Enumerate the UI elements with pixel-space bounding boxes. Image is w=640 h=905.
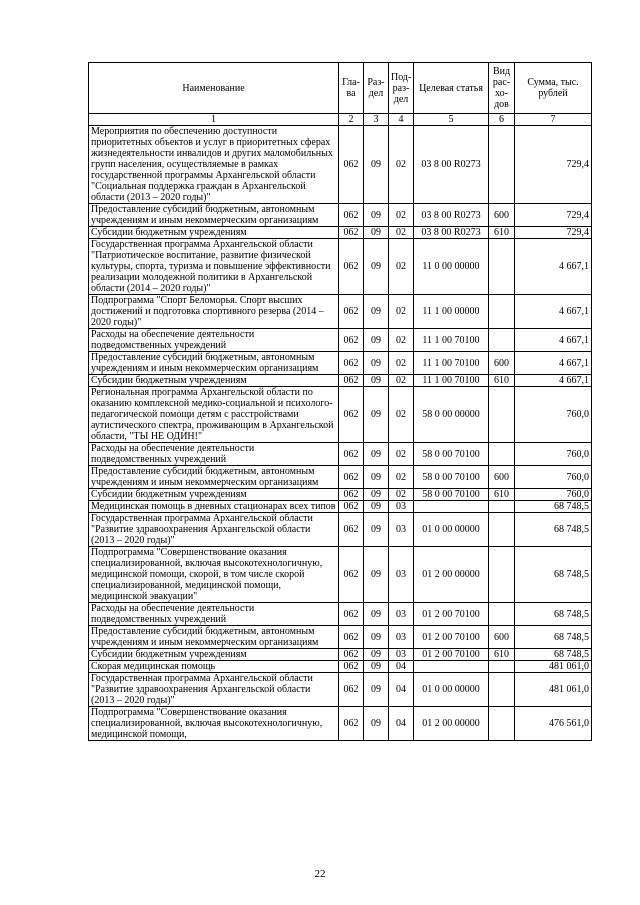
column-number: 4 (389, 114, 414, 126)
column-number: 3 (364, 114, 389, 126)
row-sum: 4 667,1 (515, 375, 592, 387)
header-podrazdel: Под-раз-дел (389, 63, 414, 114)
row-name: Мероприятия по обеспечению доступности приоритетных объектов и услуг в приоритетных сферах жизнедеятельности инвалидов и других маломобильных групп населения, осуществляемые в рамках государственной программы Архангельской области "Социальная поддержка граждан в Архангельской области (2013 – 2020 годы)" (89, 126, 339, 204)
row-name: Подпрограмма "Спорт Беломорья. Спорт высших достижений и подготовка спортивного резерва (2014 – 2020 годы)" (89, 295, 339, 329)
column-number-row (89, 114, 592, 126)
row-sum: 68 748,5 (515, 501, 592, 513)
row-razdel: 09 (364, 513, 389, 547)
row-sum: 68 748,5 (515, 513, 592, 547)
row-vid: 610 (489, 375, 515, 387)
row-podrazdel: 03 (389, 501, 414, 513)
row-name: Субсидии бюджетным учреждениям (89, 375, 339, 387)
header-glava: Гла-ва (339, 63, 364, 114)
row-podrazdel: 02 (389, 489, 414, 501)
row-vid: 610 (489, 227, 515, 239)
row-name: Субсидии бюджетным учреждениям (89, 227, 339, 239)
row-glava: 062 (339, 513, 364, 547)
row-razdel: 09 (364, 673, 389, 707)
row-target: 11 1 00 70100 (414, 352, 489, 375)
row-glava: 062 (339, 352, 364, 375)
row-name: Медицинская помощь в дневных стационарах всех типов (89, 501, 339, 513)
row-name: Субсидии бюджетным учреждениям (89, 649, 339, 661)
row-podrazdel: 02 (389, 204, 414, 227)
row-razdel: 09 (364, 126, 389, 204)
table-row (89, 603, 592, 626)
row-vid (489, 513, 515, 547)
table-row (89, 375, 592, 387)
row-target: 01 2 00 70100 (414, 649, 489, 661)
header-vid: Вид рас-хо-дов (489, 63, 515, 114)
row-sum: 4 667,1 (515, 239, 592, 295)
row-sum: 4 667,1 (515, 295, 592, 329)
row-podrazdel: 02 (389, 227, 414, 239)
row-name: Субсидии бюджетным учреждениям (89, 489, 339, 501)
row-razdel: 09 (364, 626, 389, 649)
row-sum: 729,4 (515, 204, 592, 227)
row-glava: 062 (339, 547, 364, 603)
row-podrazdel: 02 (389, 126, 414, 204)
row-razdel: 09 (364, 707, 389, 741)
table-body (89, 126, 592, 741)
table-row (89, 239, 592, 295)
row-sum: 68 748,5 (515, 626, 592, 649)
row-vid: 610 (489, 489, 515, 501)
row-vid (489, 329, 515, 352)
row-glava: 062 (339, 227, 364, 239)
row-vid (489, 239, 515, 295)
row-sum: 729,4 (515, 227, 592, 239)
row-glava: 062 (339, 443, 364, 466)
table-row (89, 329, 592, 352)
row-razdel: 09 (364, 661, 389, 673)
row-name: Государственная программа Архангельской области "Развитие здравоохранения Архангельской области (2013 – 2020 годы)" (89, 513, 339, 547)
table-row (89, 626, 592, 649)
row-target: 03 8 00 R0273 (414, 204, 489, 227)
column-number: 6 (489, 114, 515, 126)
row-sum: 729,4 (515, 126, 592, 204)
row-razdel: 09 (364, 204, 389, 227)
header-row (89, 63, 592, 114)
table-row (89, 227, 592, 239)
row-podrazdel: 04 (389, 707, 414, 741)
row-vid: 600 (489, 626, 515, 649)
row-target: 58 0 00 70100 (414, 466, 489, 489)
row-glava: 062 (339, 673, 364, 707)
row-razdel: 09 (364, 387, 389, 443)
row-target: 11 1 00 70100 (414, 329, 489, 352)
row-sum: 760,0 (515, 466, 592, 489)
row-vid (489, 501, 515, 513)
row-name: Подпрограмма "Совершенствование оказания специализированной, включая высокотехнологичную, медицинской помощи, (89, 707, 339, 741)
row-vid: 600 (489, 204, 515, 227)
table-row (89, 513, 592, 547)
row-podrazdel: 02 (389, 443, 414, 466)
column-number: 1 (89, 114, 339, 126)
row-target: 03 8 00 R0273 (414, 126, 489, 204)
row-razdel: 09 (364, 547, 389, 603)
row-name: Расходы на обеспечение деятельности подведомственных учреждений (89, 329, 339, 352)
row-target: 11 1 00 00000 (414, 295, 489, 329)
row-target: 03 8 00 R0273 (414, 227, 489, 239)
row-target (414, 661, 489, 673)
row-glava: 062 (339, 204, 364, 227)
row-vid (489, 387, 515, 443)
table-row (89, 387, 592, 443)
row-podrazdel: 03 (389, 513, 414, 547)
row-vid (489, 547, 515, 603)
header-name: Наименование (89, 63, 339, 114)
table-row (89, 489, 592, 501)
budget-table (88, 62, 592, 741)
row-podrazdel: 03 (389, 626, 414, 649)
row-glava: 062 (339, 649, 364, 661)
row-name: Региональная программа Архангельской области по оказанию комплексной медико-социальной и психолого-педагогической помощи детям с расстройствами аутистического спектра, проживающим в Архангельской области, "ТЫ НЕ ОДИН!" (89, 387, 339, 443)
row-razdel: 09 (364, 443, 389, 466)
row-name: Государственная программа Архангельской области "Развитие здравоохранения Архангельской области (2013 – 2020 годы)" (89, 673, 339, 707)
row-target: 01 2 00 00000 (414, 707, 489, 741)
table-row (89, 295, 592, 329)
row-vid (489, 707, 515, 741)
row-podrazdel: 02 (389, 295, 414, 329)
row-glava: 062 (339, 239, 364, 295)
row-podrazdel: 02 (389, 387, 414, 443)
row-vid: 610 (489, 649, 515, 661)
row-razdel: 09 (364, 501, 389, 513)
row-podrazdel: 03 (389, 603, 414, 626)
row-sum: 481 061,0 (515, 673, 592, 707)
row-sum: 68 748,5 (515, 603, 592, 626)
row-target: 58 0 00 00000 (414, 387, 489, 443)
row-razdel: 09 (364, 329, 389, 352)
row-vid (489, 603, 515, 626)
row-glava: 062 (339, 603, 364, 626)
row-name: Государственная программа Архангельской области "Патриотическое воспитание, развитие физической культуры, спорта, туризма и повышение эффективности реализации молодежной политики в Архангельской области (2014 – 2020 годы)" (89, 239, 339, 295)
row-name: Скорая медицинская помощь (89, 661, 339, 673)
column-number: 7 (515, 114, 592, 126)
row-sum: 760,0 (515, 443, 592, 466)
row-glava: 062 (339, 626, 364, 649)
row-target: 11 0 00 00000 (414, 239, 489, 295)
row-name: Расходы на обеспечение деятельности подведомственных учреждений (89, 443, 339, 466)
row-name: Расходы на обеспечение деятельности подведомственных учреждений (89, 603, 339, 626)
table-row (89, 126, 592, 204)
table-row (89, 443, 592, 466)
row-vid: 600 (489, 466, 515, 489)
row-target (414, 501, 489, 513)
row-glava: 062 (339, 126, 364, 204)
row-vid (489, 661, 515, 673)
row-target: 01 2 00 70100 (414, 626, 489, 649)
row-name: Предоставление субсидий бюджетным, автономным учреждениям и иным некоммерческим организациям (89, 466, 339, 489)
row-sum: 4 667,1 (515, 352, 592, 375)
row-target: 01 0 00 00000 (414, 673, 489, 707)
row-podrazdel: 02 (389, 329, 414, 352)
row-razdel: 09 (364, 227, 389, 239)
table-row (89, 501, 592, 513)
row-target: 01 2 00 00000 (414, 547, 489, 603)
table-row (89, 673, 592, 707)
row-target: 58 0 00 70100 (414, 443, 489, 466)
row-target: 01 2 00 70100 (414, 603, 489, 626)
page-number: 22 (314, 868, 326, 880)
table-row (89, 649, 592, 661)
row-vid (489, 295, 515, 329)
row-name: Подпрограмма "Совершенствование оказания специализированной, включая высокотехнологичную, медицинской помощи, скорой, в том числе скорой специализированной, медицинской помощи, медицинской эвакуации" (89, 547, 339, 603)
table-row (89, 352, 592, 375)
row-glava: 062 (339, 329, 364, 352)
row-razdel: 09 (364, 239, 389, 295)
row-podrazdel: 02 (389, 466, 414, 489)
row-glava: 062 (339, 489, 364, 501)
row-target: 01 0 00 00000 (414, 513, 489, 547)
row-podrazdel: 04 (389, 661, 414, 673)
row-sum: 68 748,5 (515, 547, 592, 603)
row-target: 11 1 00 70100 (414, 375, 489, 387)
table-row (89, 204, 592, 227)
row-glava: 062 (339, 387, 364, 443)
header-sum: Сумма, тыс. рублей (515, 63, 592, 114)
row-vid (489, 443, 515, 466)
row-sum: 476 561,0 (515, 707, 592, 741)
row-podrazdel: 03 (389, 649, 414, 661)
row-podrazdel: 03 (389, 547, 414, 603)
row-vid (489, 126, 515, 204)
row-sum: 760,0 (515, 387, 592, 443)
row-podrazdel: 02 (389, 375, 414, 387)
table-row (89, 707, 592, 741)
header-razdel: Раз-дел (364, 63, 389, 114)
row-podrazdel: 04 (389, 673, 414, 707)
row-glava: 062 (339, 466, 364, 489)
row-podrazdel: 02 (389, 352, 414, 375)
table-row (89, 661, 592, 673)
row-target: 58 0 00 70100 (414, 489, 489, 501)
row-sum: 481 061,0 (515, 661, 592, 673)
row-name: Предоставление субсидий бюджетным, автономным учреждениям и иным некоммерческим организациям (89, 352, 339, 375)
row-glava: 062 (339, 375, 364, 387)
row-vid (489, 673, 515, 707)
row-glava: 062 (339, 661, 364, 673)
row-podrazdel: 02 (389, 239, 414, 295)
column-number: 5 (414, 114, 489, 126)
row-name: Предоставление субсидий бюджетным, автономным учреждениям и иным некоммерческим организациям (89, 204, 339, 227)
row-sum: 68 748,5 (515, 649, 592, 661)
row-razdel: 09 (364, 295, 389, 329)
row-razdel: 09 (364, 466, 389, 489)
row-razdel: 09 (364, 489, 389, 501)
row-glava: 062 (339, 501, 364, 513)
row-razdel: 09 (364, 649, 389, 661)
column-number: 2 (339, 114, 364, 126)
row-razdel: 09 (364, 603, 389, 626)
row-sum: 4 667,1 (515, 329, 592, 352)
table-row (89, 466, 592, 489)
header-target: Целевая статья (414, 63, 489, 114)
row-vid: 600 (489, 352, 515, 375)
row-glava: 062 (339, 707, 364, 741)
row-razdel: 09 (364, 375, 389, 387)
table-row (89, 547, 592, 603)
row-name: Предоставление субсидий бюджетным, автономным учреждениям и иным некоммерческим организациям (89, 626, 339, 649)
row-sum: 760,0 (515, 489, 592, 501)
row-glava: 062 (339, 295, 364, 329)
row-razdel: 09 (364, 352, 389, 375)
